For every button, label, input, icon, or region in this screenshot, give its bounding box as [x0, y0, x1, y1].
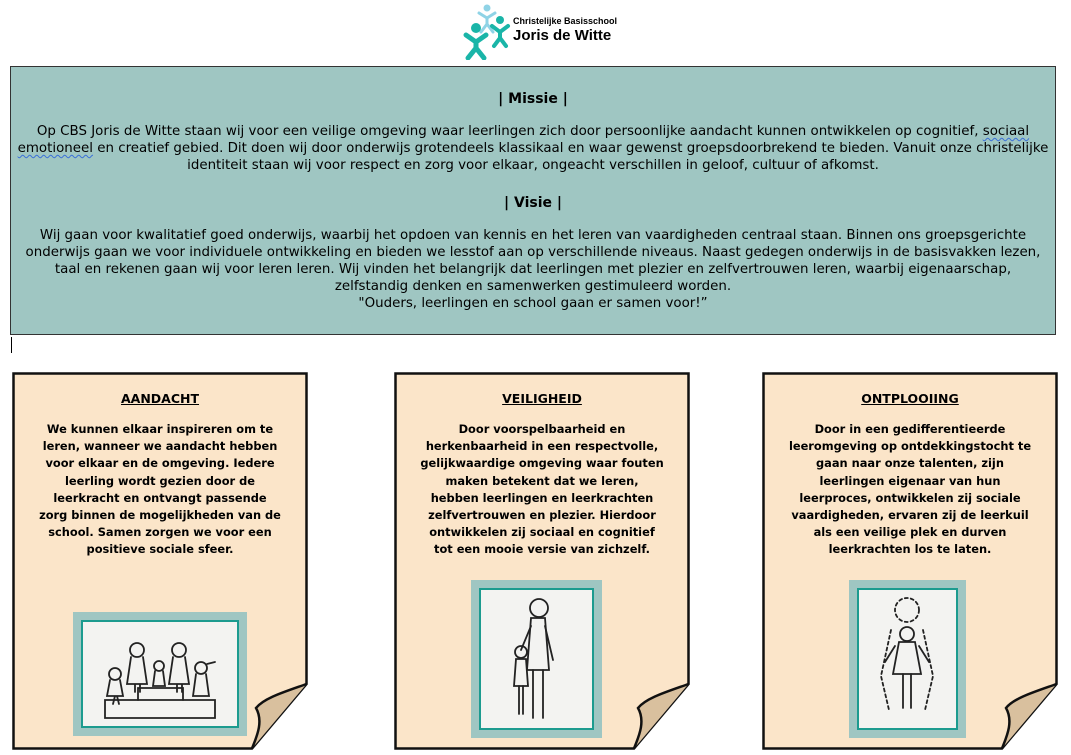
card-image	[471, 580, 602, 738]
card-title: ONTPLOOIING	[861, 391, 959, 406]
card-title: AANDACHT	[120, 391, 200, 406]
spellcheck-marked-text: sociaal emotioneel	[17, 124, 1030, 156]
growing-figure-drawing-icon	[859, 590, 956, 728]
group-drawing-icon	[83, 622, 237, 726]
adult-and-child-drawing	[479, 588, 594, 730]
vision-body: Wij gaan voor kwalitatief goed onderwijs, waarbij het opdoen van kennis en het leren van vaardigheden centraal staan. Binnen ons groepsgerichte onderwijs gaan we voor individuele ontwikkeling en bieden we lesstof aan op verschillende niveaus. Naast gedegen onderwijs in de basisvakken lezen, taal en rekenen gaan wij voor leren leren. Wij vinden het belangrijk dat leerlingen met plezier en zelfvertrouwen leren, waarbij eigenaarschap, zelfstandig denken en samenwerken gestimuleerd worden.	[25, 228, 1041, 294]
vision-heading: | Visie |	[504, 195, 562, 211]
mission-heading: | Missie |	[498, 91, 568, 107]
adult-child-drawing-icon	[481, 590, 592, 728]
logo-subtitle: Christelijke Basisschool	[513, 16, 618, 26]
school-logo	[462, 2, 632, 60]
mission-text-end: en creatief gebied. Dit doen wij door onderwijs grotendeels klassikaal en waar gewenst groepsdoorbrekend te bieden. Vanuit onze christelijke identiteit staan wij voor respect en zorg voor elkaar, ongeacht verschillen in geloof, cultuur of afkomst.	[92, 141, 1049, 173]
mission-text	[17, 123, 1049, 174]
card-image	[73, 612, 247, 736]
logo-name: Joris de Witte	[513, 27, 612, 44]
group-of-stick-figures-drawing	[81, 620, 239, 728]
vision-text	[17, 227, 1049, 312]
card-aandacht	[12, 372, 308, 750]
card-title: VEILIGHEID	[502, 391, 582, 406]
children-figures-icon	[462, 2, 512, 60]
card-image	[849, 580, 966, 738]
card-text: Door in een gedifferentieerde leeromgeving op ontdekkingstocht te gaan naar onze talenten, zijn leerlingen eigenaar van hun leerproces, ontwikkelen zij sociale vaardigheden, ervaren zij de leerkuil als een veilige plek en durven leerkrachten los te laten.	[788, 422, 1032, 557]
card-veiligheid	[394, 372, 690, 750]
vision-quote: "Ouders, leerlingen en school gaan er samen voor!”	[358, 296, 708, 311]
card-ontplooiing	[762, 372, 1058, 750]
text-cursor	[11, 337, 12, 353]
card-text: Door voorspelbaarheid en herkenbaarheid in een respectvolle, gelijkwaardige omgeving waar fouten maken betekent dat we leren, hebben leerlingen en leerkrachten zelfvertrouwen en plezier. Hierdoor ontwikkelen zij sociaal en cognitief tot een mooie versie van zichzelf.	[420, 422, 664, 557]
growing-figure-drawing	[857, 588, 958, 730]
card-text: We kunnen elkaar inspireren om te leren, wanneer we aandacht hebben voor elkaar en de omgeving. Iedere leerling wordt gezien door de leerkracht en ontvangt passende zorg binnen de mogelijkheden van de school. Samen zorgen we voor een positieve sociale sfeer.	[39, 422, 281, 557]
mission-vision-box	[10, 66, 1056, 335]
mission-text-start: Op CBS Joris de Witte staan wij voor een veilige omgeving waar leerlingen zich door persoonlijke aandacht kunnen ontwikkelen op cognitief,	[36, 124, 983, 139]
